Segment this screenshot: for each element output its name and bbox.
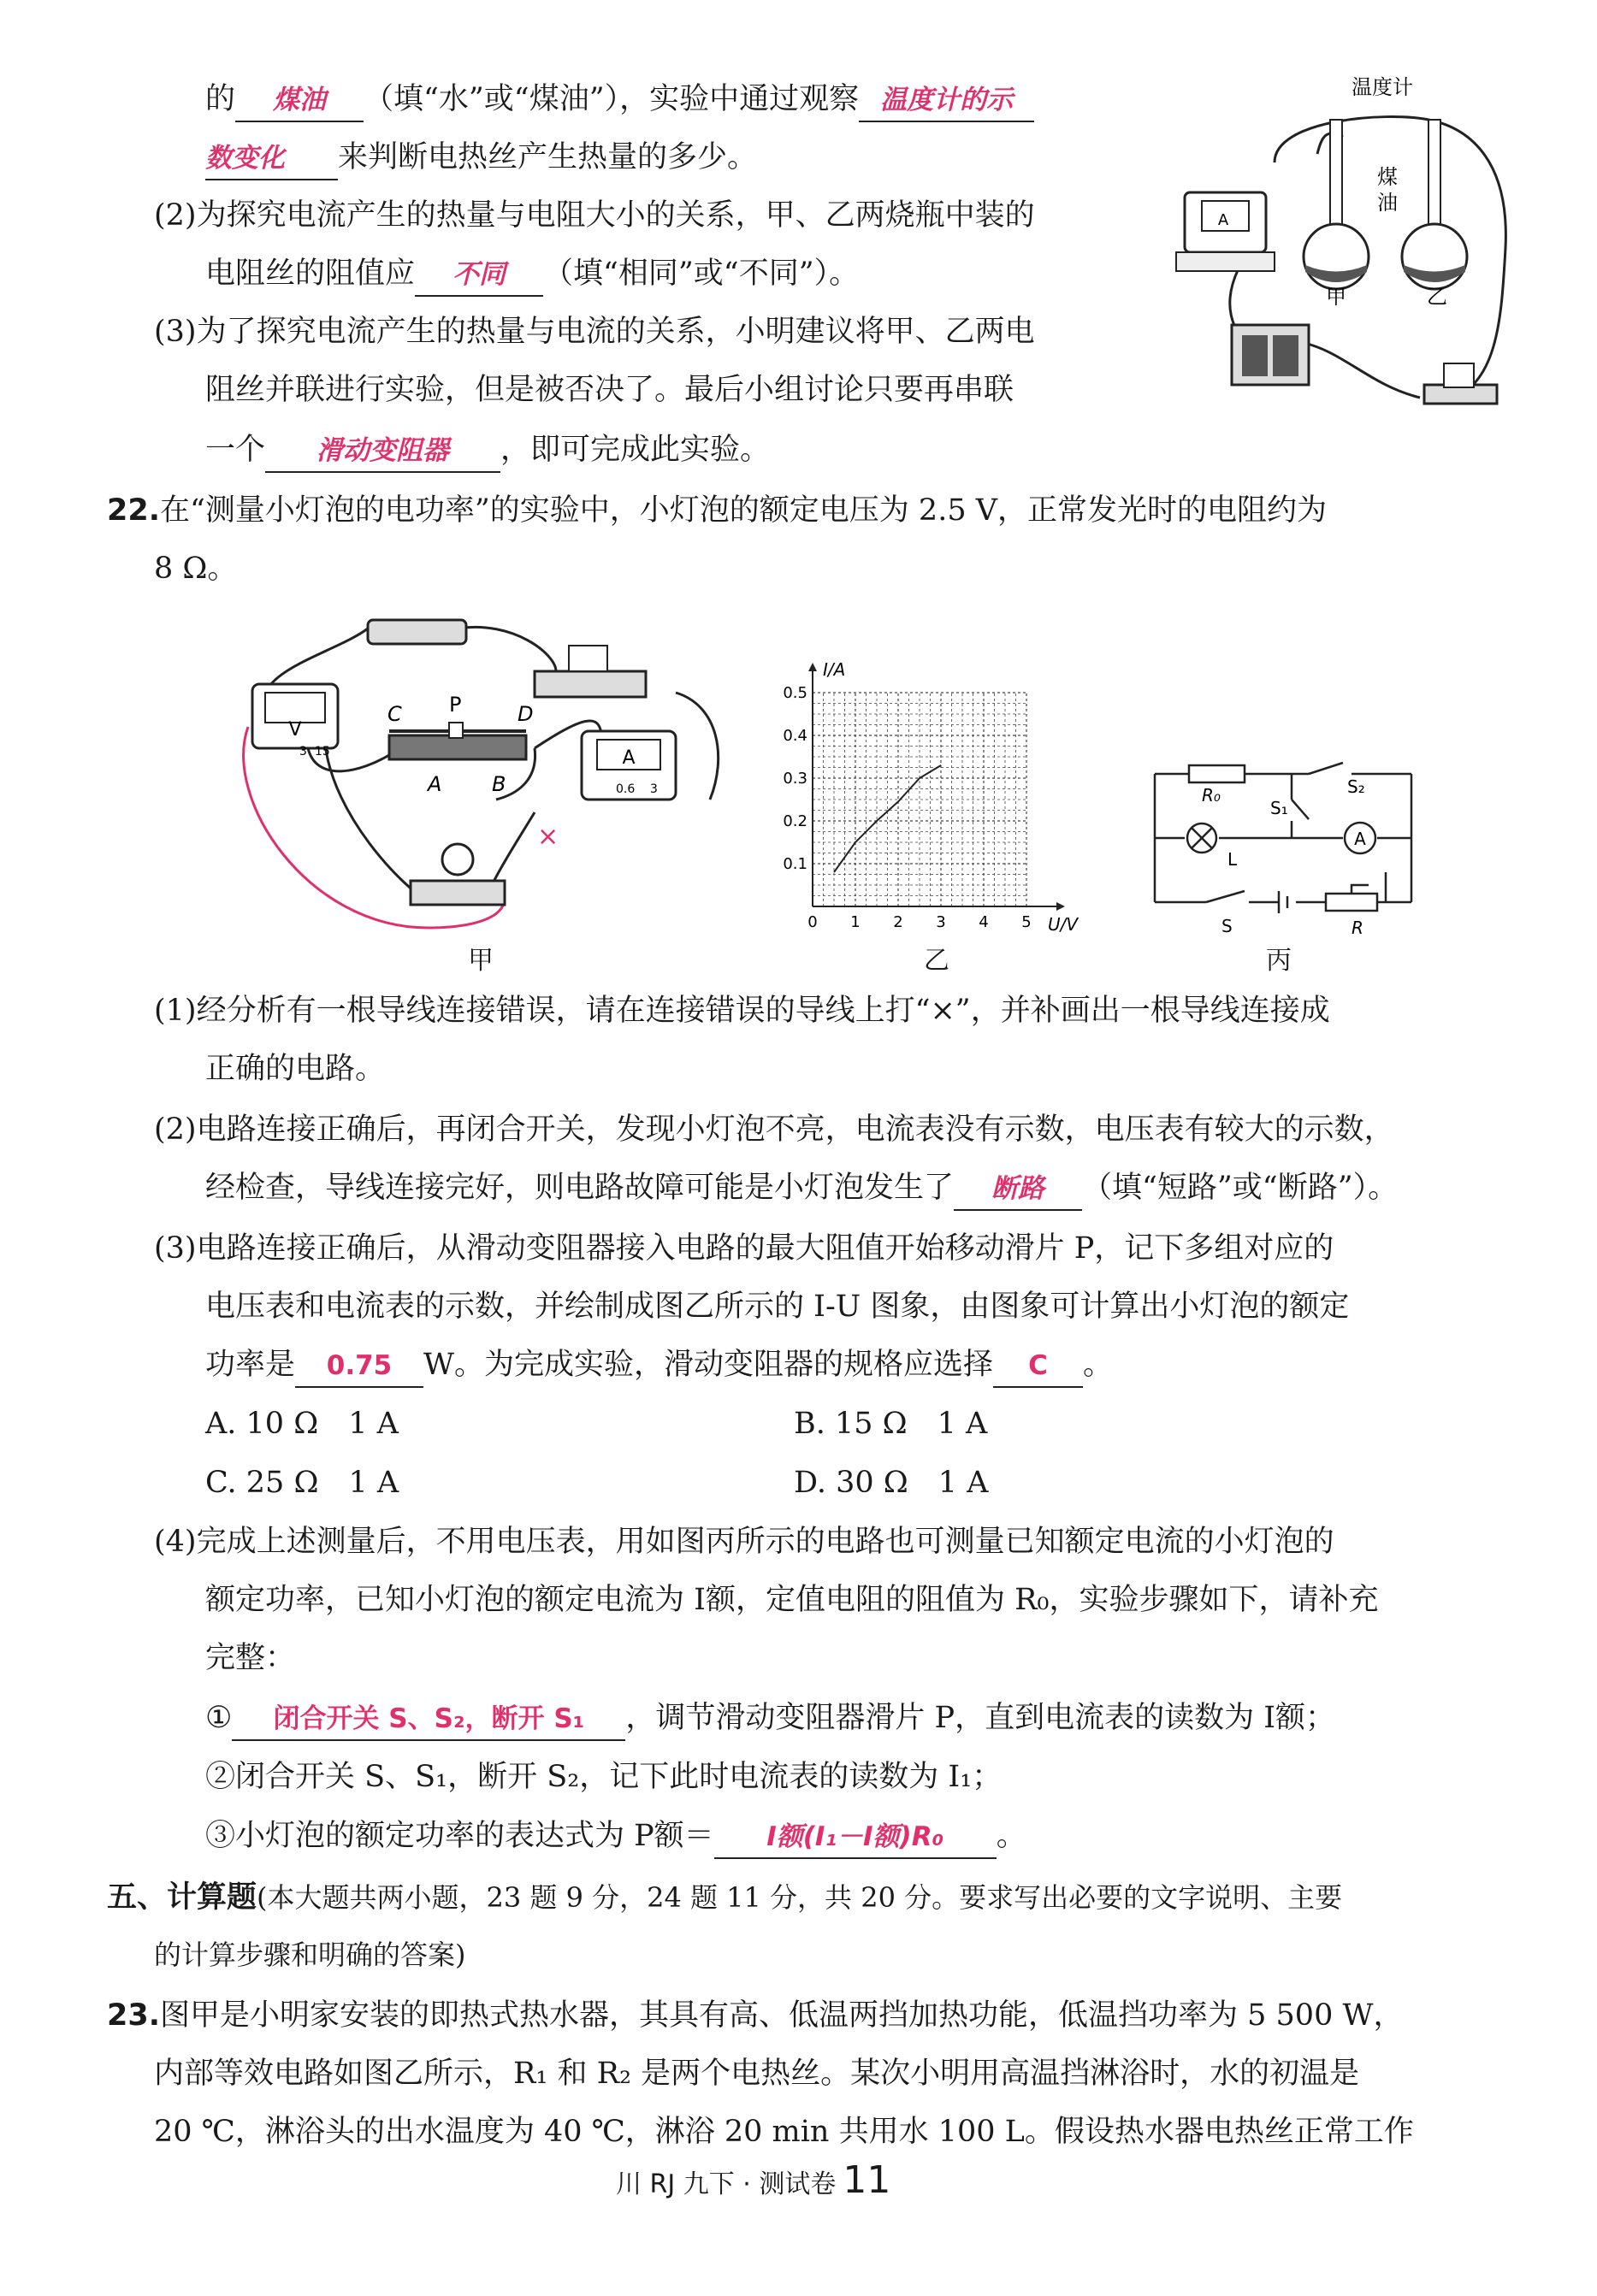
answer-blank-5: 断路 — [954, 1168, 1082, 1211]
ammeter — [1176, 192, 1275, 271]
label-L: L — [1227, 849, 1238, 870]
y-tick-label: 0.2 — [783, 812, 807, 830]
figure-caption-yi: 乙 — [924, 946, 949, 976]
q22-p3-line1: (3)电路连接正确后，从滑动变阻器接入电路的最大阻值开始移动滑片 P，记下多组对应的 — [154, 1231, 1334, 1266]
thermometer-label: 温度计 — [1352, 75, 1413, 99]
iu-chart — [770, 658, 1095, 941]
flask-jia — [1304, 120, 1369, 289]
answer-blank-1: 煤油 — [235, 80, 364, 122]
error-cross-mark: × — [537, 822, 559, 852]
option-b: B. 15 Ω 1 A — [794, 1407, 988, 1441]
x-axis-arrow — [1056, 902, 1065, 911]
q22-step1: ① 闭合开关 S、S₂，断开 S₁ ，调节滑动变阻器滑片 P，直到电流表的读数为 I额； — [205, 1697, 1335, 1741]
rheostat-R — [1326, 894, 1377, 911]
lamp-cross — [1192, 828, 1212, 848]
option-d: D. 30 Ω 1 A — [794, 1466, 989, 1500]
footer-text: 川 RJ 九下 · 测试卷 — [616, 2169, 837, 2199]
q21-p2-line1: (2)为探究电流产生的热量与电阻大小的关系，甲、乙两烧瓶中装的 — [154, 198, 1035, 233]
q21-line2: 数变化 来判断电热丝产生热量的多少。 — [205, 137, 757, 180]
answer-blank-2b: 数变化 — [205, 138, 338, 180]
q22-p4-line2: 额定功率，已知小灯泡的额定电流为 I额，定值电阻的阻值为 R₀，实验步骤如下，请补充 — [205, 1583, 1379, 1617]
label-R0: R₀ — [1202, 785, 1221, 806]
q21-p3-line2: 阻丝并联进行实验，但是被否决了。最后小组讨论只要再串联 — [205, 373, 1014, 407]
q22-p1-line2: 正确的电路。 — [205, 1052, 386, 1086]
voltmeter — [252, 684, 338, 758]
x-tick-label: 3 — [936, 913, 946, 931]
label-R: R — [1352, 918, 1363, 938]
rheostat — [389, 723, 526, 759]
volt-terminal-15: 15 — [315, 745, 330, 758]
x-axis-label: U/V — [1048, 914, 1079, 935]
resistor-R0 — [1189, 765, 1245, 782]
answer-blank-3: 不同 — [415, 254, 543, 297]
q22-step2: ②闭合开关 S、S₁，断开 S₂，记下此时电流表的读数为 I₁； — [205, 1760, 1003, 1794]
terminal-C: C — [387, 702, 402, 726]
x-tick-label: 1 — [850, 913, 861, 931]
q22-circuit-figure-jia — [231, 603, 736, 953]
terminal-B: B — [492, 772, 506, 796]
answer-blank-9: I额(I₁－I额)R₀ — [714, 1816, 997, 1859]
y-tick-label: 0.5 — [783, 684, 807, 702]
page-number: 11 — [843, 2158, 891, 2202]
ammeter-label: A — [622, 747, 636, 769]
switch-S1 — [1292, 800, 1309, 819]
wire — [676, 693, 719, 800]
q22-circuit-figure-bing — [1138, 753, 1428, 941]
q22-p3-line3: 功率是 0.75 W。为完成实验，滑动变阻器的规格应选择 C 。 — [205, 1344, 1113, 1388]
x-tick-label: 2 — [893, 913, 903, 931]
q22-p3-line2: 电压表和电流表的示数，并绘制成图乙所示的 I-U 图象，由图象可计算出小灯泡的额定 — [205, 1290, 1350, 1324]
wire — [492, 812, 535, 885]
answer-blank-7: C — [993, 1345, 1083, 1388]
q22-p4-line1: (4)完成上述测量后，不用电压表，用如图丙所示的电路也可测量已知额定电流的小灯泡的 — [154, 1525, 1334, 1559]
x-tick-label: 4 — [979, 913, 989, 931]
answer-blank-6: 0.75 — [295, 1345, 423, 1388]
figure-caption-jia: 甲 — [468, 946, 494, 976]
ammeter — [582, 731, 676, 800]
wire — [458, 627, 556, 671]
battery-symbol — [1279, 891, 1287, 913]
q21-p3-line3: 一个 滑动变阻器 ，即可完成此实验。 — [205, 429, 770, 473]
switch-S2 — [1309, 763, 1343, 774]
label-S2: S₂ — [1347, 776, 1365, 797]
kerosene-label-1: 煤 — [1377, 165, 1398, 189]
x-tick-label: 5 — [1021, 913, 1032, 931]
q21-apparatus-figure — [1172, 68, 1514, 445]
amm-terminal-3: 3 — [650, 782, 658, 796]
battery-box — [368, 620, 466, 644]
option-c: C. 25 Ω 1 A — [205, 1466, 399, 1500]
y-tick-label: 0.4 — [783, 727, 807, 745]
q22-p2-line2: 经检查，导线连接完好，则电路故障可能是小灯泡发生了 断路 （填“短路”或“断路”）。 — [205, 1167, 1398, 1211]
section-5-note: 的计算步骤和明确的答案) — [154, 1939, 466, 1971]
figure-caption-bing: 丙 — [1266, 946, 1292, 976]
label-S: S — [1221, 916, 1233, 936]
answer-blank-2a: 温度计的示 — [859, 80, 1034, 122]
q22-step3: ③小灯泡的额定功率的表达式为 P额＝ I额(I₁－I额)R₀ 。 — [205, 1815, 1026, 1859]
y-axis-arrow — [808, 663, 817, 671]
amm-terminal-06: 0.6 — [616, 782, 636, 796]
ammeter-label: A — [1217, 211, 1229, 229]
answer-blank-8: 闭合开关 S、S₂，断开 S₁ — [232, 1698, 625, 1741]
q22-p4-line3: 完整： — [205, 1641, 296, 1675]
terminal-A: A — [428, 772, 442, 796]
q22-p1-line1: (1)经分析有一根导线连接错误，请在连接错误的导线上打“×”，并补画出一根导线连接成 — [154, 994, 1330, 1028]
q22-stem-line1: 22.在“测量小灯泡的电功率”的实验中，小灯泡的额定电压为 2.5 V，正常发光时的电阻约为 — [107, 493, 1327, 528]
option-a: A. 10 Ω 1 A — [205, 1407, 399, 1441]
flask-yi — [1402, 120, 1467, 289]
rheostat-slider — [1352, 872, 1386, 902]
wire — [1300, 342, 1420, 398]
kerosene-label-2: 油 — [1377, 191, 1398, 215]
slider-P: P — [449, 693, 462, 717]
wire — [325, 744, 423, 898]
q23-line2: 内部等效电路如图乙所示，R₁ 和 R₂ 是两个电热丝。某次小明用高温挡淋浴时，水的初温是 — [154, 2057, 1360, 2091]
y-axis-label: I/A — [823, 659, 846, 680]
section-5-header: 五、计算题(本大题共两小题，23 题 9 分，24 题 11 分，共 20 分。要求写出必要的文字说明、主要 — [107, 1880, 1343, 1915]
flask-yi-label: 乙 — [1427, 285, 1447, 309]
switch — [1424, 363, 1497, 404]
q21-p3-line1: (3)为了探究电流产生的热量与电流的关系，小明建议将甲、乙两电 — [154, 315, 1035, 349]
q23-line1: 23.图甲是小明家安装的即热式热水器，其具有高、低温两挡加热功能，低温挡功率为 5 500 W， — [107, 1998, 1404, 2033]
chart-grid — [813, 693, 1026, 906]
q21-line1: 的 煤油 （填“水”或“煤油”），实验中通过观察 温度计的示 — [205, 79, 1034, 122]
q22-stem-line2: 8 Ω。 — [154, 552, 238, 586]
x-tick-label: 0 — [807, 913, 818, 931]
terminal-D: D — [518, 702, 534, 726]
answer-blank-4: 滑动变阻器 — [265, 430, 500, 473]
page-footer — [616, 2158, 890, 2202]
y-tick-label: 0.3 — [783, 770, 807, 788]
label-S1: S₁ — [1270, 798, 1288, 818]
volt-terminal-3: 3 — [299, 745, 307, 758]
light-bulb — [411, 844, 505, 905]
switch-S — [1206, 891, 1245, 902]
voltmeter-label: V — [288, 719, 302, 741]
q23-line3: 20 ℃，淋浴头的出水温度为 40 ℃，淋浴 20 min 共用水 100 L。假设热水器电热丝正常工作 — [154, 2115, 1414, 2149]
flask-jia-label: 甲 — [1326, 285, 1346, 309]
switch — [535, 646, 646, 697]
battery — [1232, 325, 1309, 385]
q21-p2-line2: 电阻丝的阻值应 不同 （填“相同”或“不同”）。 — [205, 253, 859, 297]
q22-p2-line1: (2)电路连接正确后，再闭合开关，发现小灯泡不亮，电流表没有示数，电压表有较大的示数， — [154, 1113, 1394, 1147]
label-ammeter: A — [1354, 829, 1366, 849]
y-tick-label: 0.1 — [783, 855, 807, 873]
